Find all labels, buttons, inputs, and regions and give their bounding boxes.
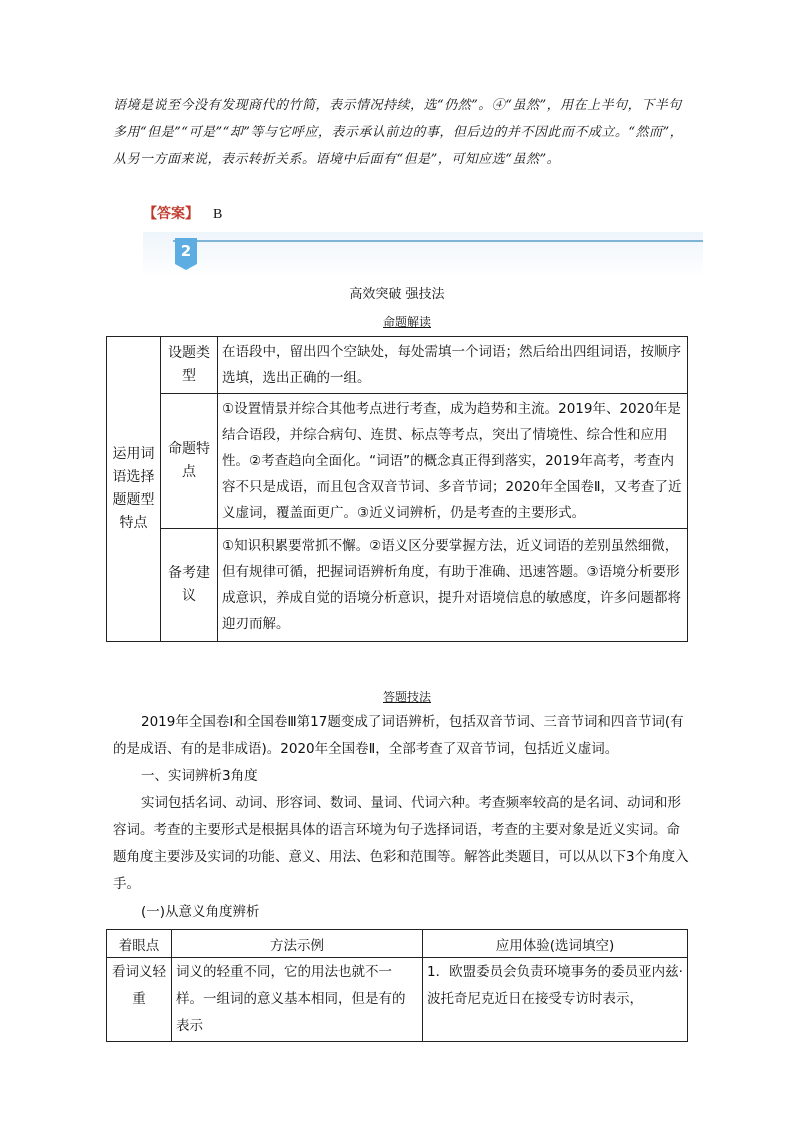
table-row xyxy=(107,394,688,529)
answer-tag: 【答案】 xyxy=(143,206,199,222)
section-number-badge: 2 xyxy=(175,238,197,264)
row-label: 命题特点 xyxy=(161,394,218,529)
answer-line xyxy=(143,203,222,223)
table-row xyxy=(107,337,688,394)
cell-method: 词义的轻重不同，它的用法也就不一样。一组词的意义基本相同，但是有的表示 xyxy=(172,958,423,1042)
badge-tail-icon xyxy=(175,264,197,270)
table-header-row xyxy=(107,930,688,958)
table-row xyxy=(107,958,688,1042)
paragraph-content-words: 实词包括名词、动词、形容词、数词、量词、代词六种。考查频率较高的是名词、动词和形容词。考查的主要形式是根据具体的语言环境为句子选择词语，考查的主要对象是近义实词。命题角度主要涉及实词的功能、意义、用法、色彩和范围等。解答此类题目，可以从以下3个角度入手。 xyxy=(113,795,689,892)
row-label: 备考建议 xyxy=(161,529,218,642)
cell-point: 看词义轻重 xyxy=(107,958,172,1042)
subtitle-technique: 答题技法 xyxy=(383,690,432,704)
method-table xyxy=(106,929,688,1042)
question-type-table xyxy=(106,336,688,642)
heading-meaning-angle: (一)从意义角度辨析 xyxy=(141,904,260,920)
header-method: 方法示例 xyxy=(172,930,423,958)
row-label: 设题类型 xyxy=(161,337,218,394)
table-row xyxy=(107,529,688,642)
subtitle-proposition: 命题解读 xyxy=(383,315,432,329)
section-title: 高效突破 强技法 xyxy=(349,287,445,302)
banner-line xyxy=(173,240,703,242)
header-practice: 应用体验(选词填空) xyxy=(423,930,688,958)
cell-practice: 1．欧盟委员会负责环境事务的委员亚内兹·波托奇尼克近日在接受专访时表示， xyxy=(423,958,688,1042)
answer-value: B xyxy=(213,207,223,222)
row-text: ①知识积累要常抓不懈。②语义区分要掌握方法，近义词语的差别虽然细微，但有规律可循，把握词语辨析角度，有助于准确、迅速答题。③语境分析要形成意识，养成自觉的语境分析意识，提升对语境信息的敏感度，许多问题都将迎刃而解。 xyxy=(218,529,688,642)
intro-paragraph: 语境是说至今没有发现商代的竹简，表示情况持续，选“仍然”。④“虽然”，用在上半句，下半句多用“但是”“可是”“却”等与它呼应，表示承认前边的事，但后边的并不因此而不成立。“然而”，从另一方面来说，表示转折关系。语境中后面有“但是”，可知应选“虽然”。 xyxy=(113,98,684,167)
banner-background xyxy=(143,232,703,278)
section-banner xyxy=(143,232,703,278)
heading-content-words: 一、实词辨析3角度 xyxy=(141,768,258,784)
topic-cell: 运用词语选择题题型特点 xyxy=(107,337,161,642)
row-text: ①设置情景并综合其他考点进行考查，成为趋势和主流。2019年、2020年是结合语段，并综合病句、连贯、标点等考点，突出了情境性、综合性和应用性。②考查趋向全面化。“词语”的概念真正得到落实，2019年高考，考查内容不只是成语，而且包含双音节词、多音节词；2020年全国卷Ⅱ，又考查了近义虚词，覆盖面更广。③近义词辨析，仍是考查的主要形式。 xyxy=(218,394,688,529)
header-point: 着眼点 xyxy=(107,930,172,958)
row-text: 在语段中，留出四个空缺处，每处需填一个词语；然后给出四组词语，按顺序选填，选出正确的一组。 xyxy=(218,337,688,394)
paragraph-exam-history: 2019年全国卷Ⅰ和全国卷Ⅲ第17题变成了词语辨析，包括双音节词、三音节词和四音节词(有的是成语、有的是非成语)。2020年全国卷Ⅱ，全部考查了双音节词，包括近义虚词。 xyxy=(113,714,684,757)
